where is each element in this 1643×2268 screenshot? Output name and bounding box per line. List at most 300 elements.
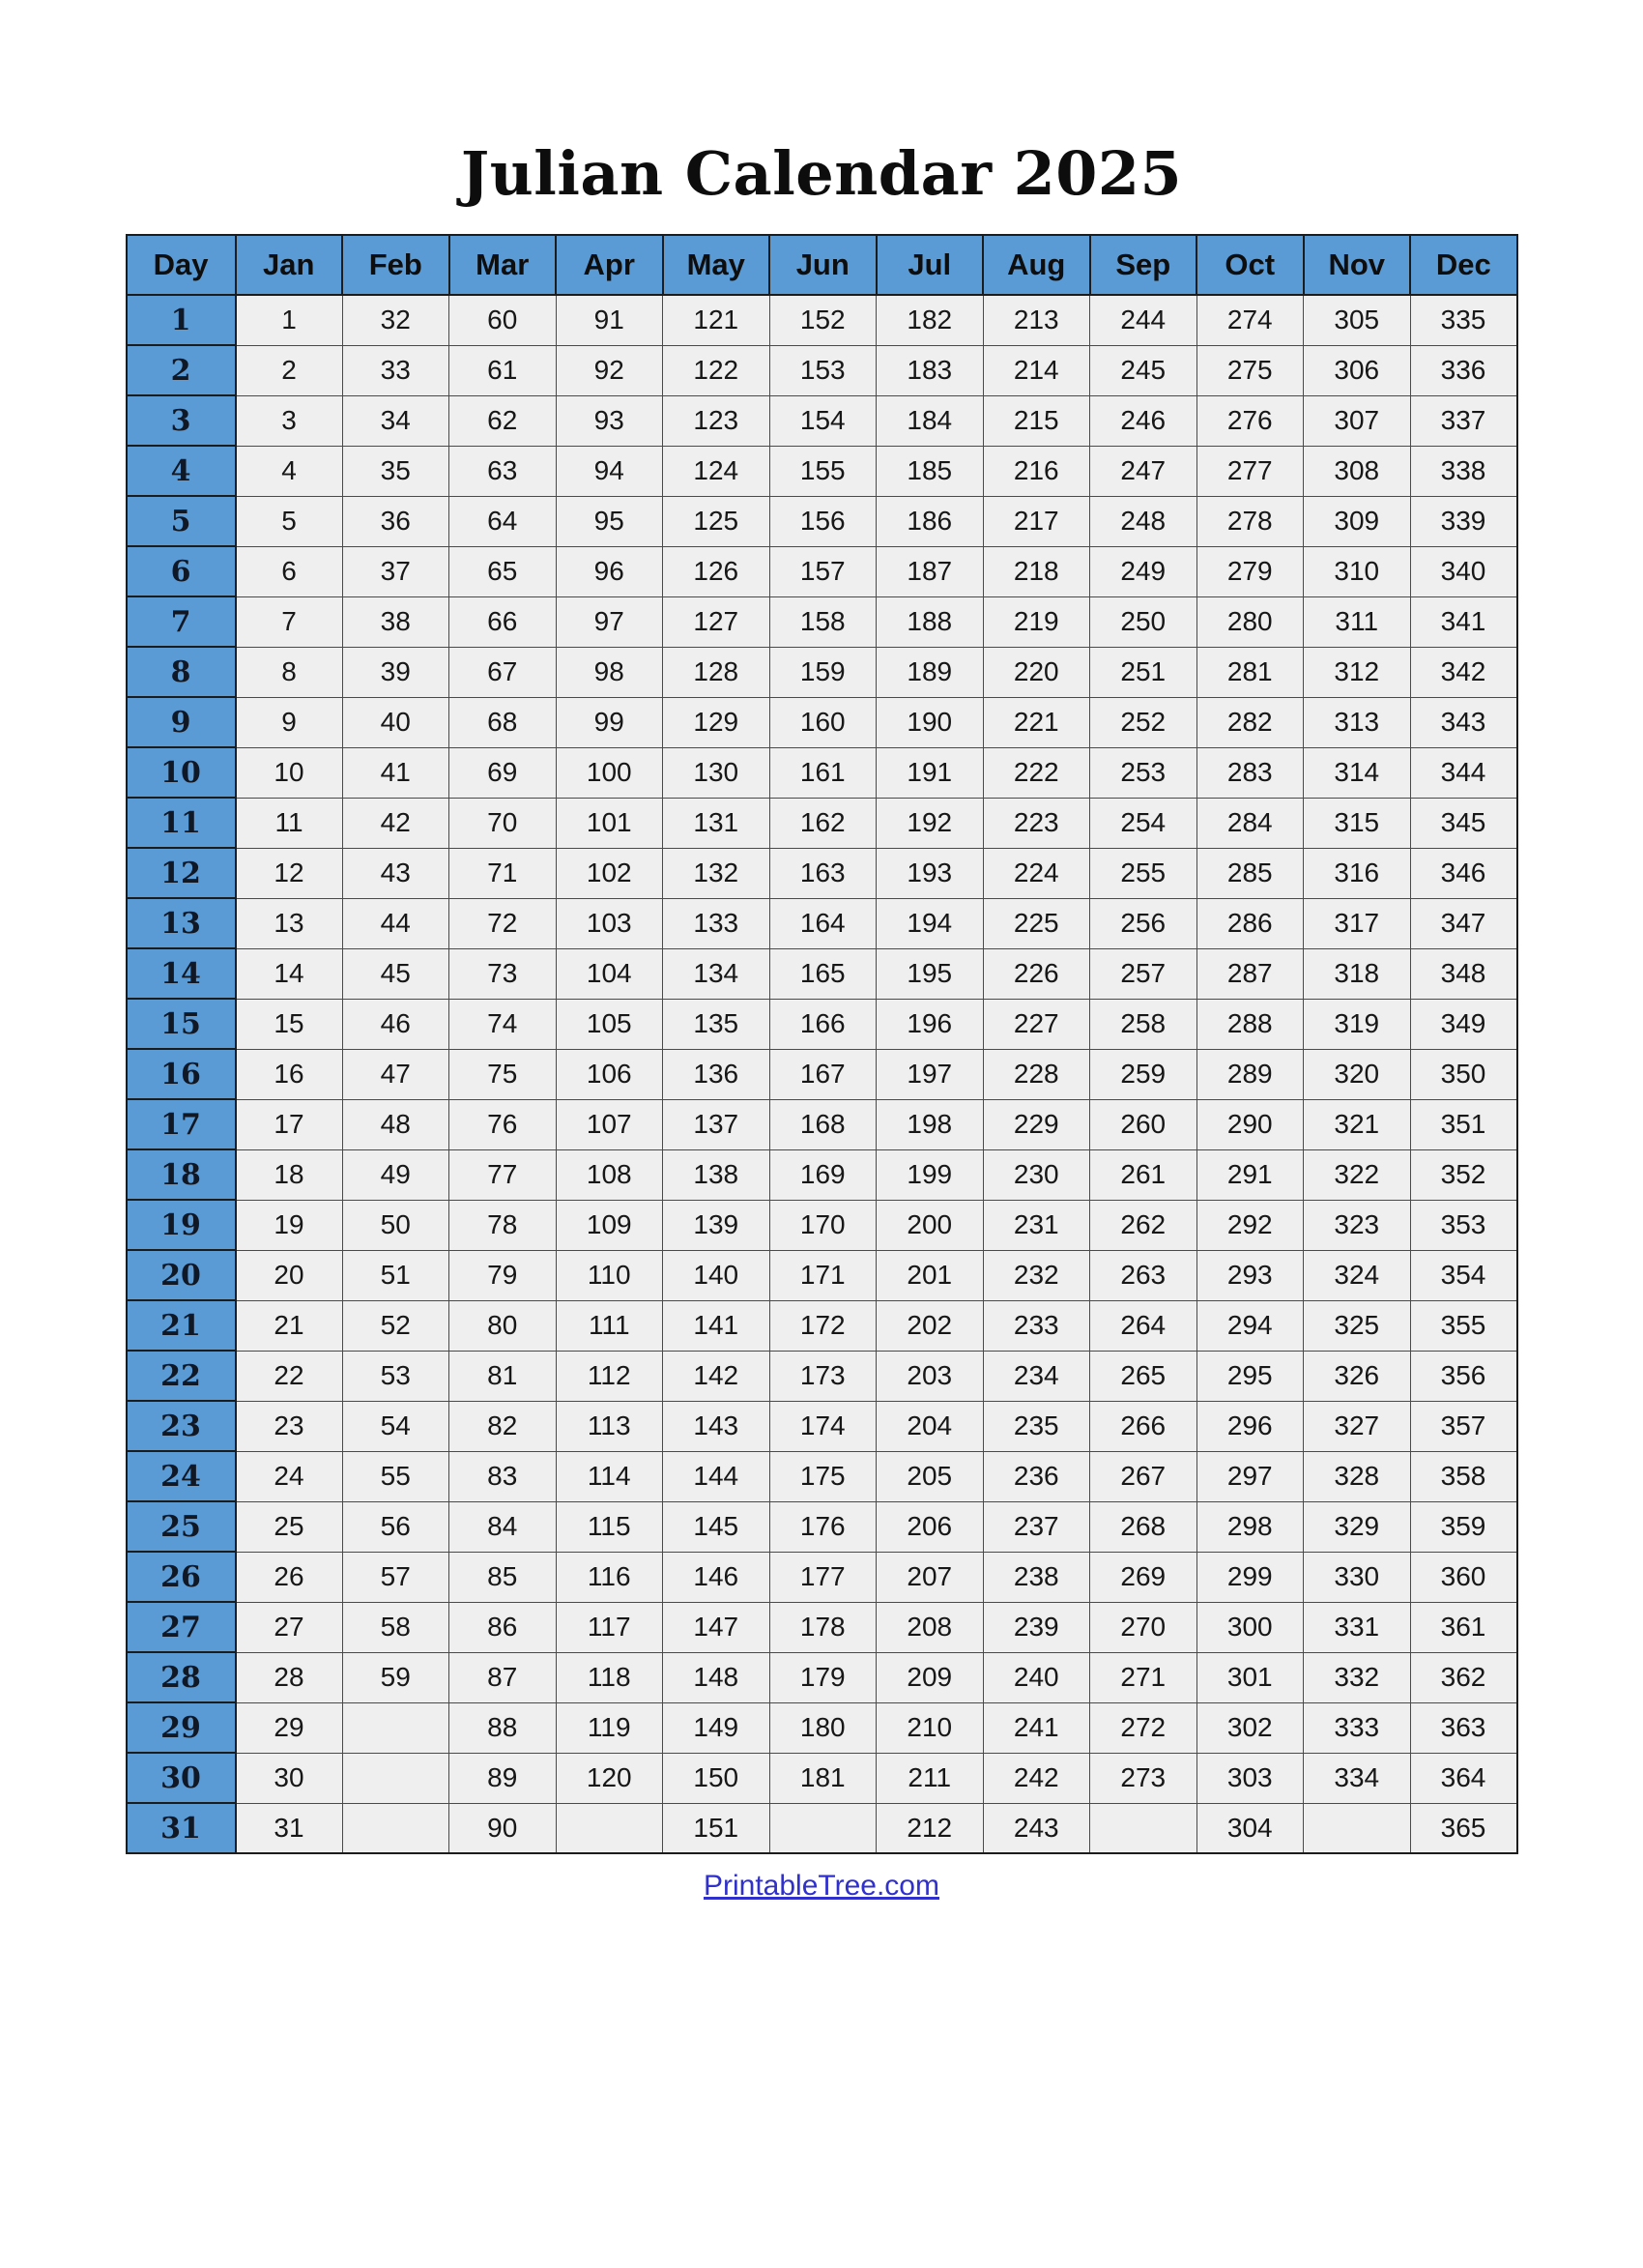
julian-date-cell: 180	[769, 1702, 877, 1753]
julian-date-cell: 135	[663, 999, 770, 1049]
julian-date-cell: 248	[1090, 496, 1197, 546]
table-row	[127, 1702, 1517, 1753]
julian-date-cell	[769, 1803, 877, 1853]
julian-date-cell: 86	[449, 1602, 557, 1652]
julian-date-cell: 21	[236, 1300, 343, 1351]
julian-date-cell: 188	[877, 596, 984, 647]
julian-date-cell: 134	[663, 948, 770, 999]
julian-date-cell: 324	[1304, 1250, 1411, 1300]
julian-date-cell: 29	[236, 1702, 343, 1753]
table-row	[127, 1753, 1517, 1803]
julian-date-cell: 330	[1304, 1552, 1411, 1602]
julian-date-cell: 352	[1410, 1149, 1517, 1200]
julian-date-cell: 227	[983, 999, 1090, 1049]
julian-date-cell: 258	[1090, 999, 1197, 1049]
julian-date-cell: 92	[556, 345, 663, 395]
julian-date-cell: 170	[769, 1200, 877, 1250]
table-row	[127, 446, 1517, 496]
julian-date-cell: 127	[663, 596, 770, 647]
julian-date-cell: 14	[236, 948, 343, 999]
table-row	[127, 948, 1517, 999]
column-header-jun: Jun	[769, 235, 877, 295]
julian-date-cell: 2	[236, 345, 343, 395]
julian-date-cell: 160	[769, 697, 877, 747]
julian-date-cell: 167	[769, 1049, 877, 1099]
julian-date-cell: 347	[1410, 898, 1517, 948]
julian-date-cell: 226	[983, 948, 1090, 999]
julian-date-cell: 24	[236, 1451, 343, 1501]
table-row	[127, 1099, 1517, 1149]
day-cell: 3	[127, 395, 236, 446]
julian-date-cell: 43	[342, 848, 449, 898]
day-cell: 1	[127, 295, 236, 345]
julian-date-cell: 250	[1090, 596, 1197, 647]
julian-date-cell: 154	[769, 395, 877, 446]
day-cell: 2	[127, 345, 236, 395]
julian-date-cell: 283	[1196, 747, 1304, 798]
julian-date-cell	[342, 1803, 449, 1853]
julian-date-cell: 361	[1410, 1602, 1517, 1652]
julian-date-cell: 299	[1196, 1552, 1304, 1602]
day-cell: 7	[127, 596, 236, 647]
julian-date-cell: 20	[236, 1250, 343, 1300]
julian-date-cell: 276	[1196, 395, 1304, 446]
julian-date-cell: 266	[1090, 1401, 1197, 1451]
julian-date-cell: 143	[663, 1401, 770, 1451]
julian-date-cell: 231	[983, 1200, 1090, 1250]
julian-date-cell: 302	[1196, 1702, 1304, 1753]
column-header-oct: Oct	[1196, 235, 1304, 295]
julian-date-cell	[342, 1753, 449, 1803]
footer	[0, 1870, 1643, 1903]
table-row	[127, 596, 1517, 647]
day-cell: 24	[127, 1451, 236, 1501]
julian-date-cell: 87	[449, 1652, 557, 1702]
julian-date-cell: 56	[342, 1501, 449, 1552]
julian-date-cell: 130	[663, 747, 770, 798]
julian-date-cell: 242	[983, 1753, 1090, 1803]
table-row	[127, 1300, 1517, 1351]
julian-date-cell: 264	[1090, 1300, 1197, 1351]
julian-date-cell: 326	[1304, 1351, 1411, 1401]
julian-date-cell: 61	[449, 345, 557, 395]
julian-date-cell: 243	[983, 1803, 1090, 1853]
julian-date-cell: 131	[663, 798, 770, 848]
julian-date-cell: 123	[663, 395, 770, 446]
julian-date-cell: 120	[556, 1753, 663, 1803]
julian-date-cell: 257	[1090, 948, 1197, 999]
julian-date-cell: 203	[877, 1351, 984, 1401]
julian-date-cell: 23	[236, 1401, 343, 1451]
julian-date-cell: 186	[877, 496, 984, 546]
julian-date-cell: 16	[236, 1049, 343, 1099]
julian-date-cell: 298	[1196, 1501, 1304, 1552]
column-header-nov: Nov	[1304, 235, 1411, 295]
julian-date-cell: 278	[1196, 496, 1304, 546]
julian-date-cell: 246	[1090, 395, 1197, 446]
julian-date-cell: 147	[663, 1602, 770, 1652]
julian-date-cell: 39	[342, 647, 449, 697]
julian-date-cell: 218	[983, 546, 1090, 596]
julian-date-cell: 146	[663, 1552, 770, 1602]
julian-date-cell: 204	[877, 1401, 984, 1451]
day-cell: 19	[127, 1200, 236, 1250]
julian-date-cell: 230	[983, 1149, 1090, 1200]
julian-date-cell: 88	[449, 1702, 557, 1753]
julian-date-cell: 122	[663, 345, 770, 395]
julian-date-cell: 102	[556, 848, 663, 898]
julian-date-cell: 109	[556, 1200, 663, 1250]
julian-date-cell: 157	[769, 546, 877, 596]
julian-date-cell: 194	[877, 898, 984, 948]
day-cell: 12	[127, 848, 236, 898]
julian-date-cell: 293	[1196, 1250, 1304, 1300]
day-cell: 25	[127, 1501, 236, 1552]
julian-date-cell: 78	[449, 1200, 557, 1250]
julian-date-cell: 7	[236, 596, 343, 647]
julian-date-cell: 323	[1304, 1200, 1411, 1250]
julian-date-cell: 32	[342, 295, 449, 345]
julian-date-cell: 30	[236, 1753, 343, 1803]
julian-date-cell: 100	[556, 747, 663, 798]
julian-date-cell: 71	[449, 848, 557, 898]
julian-date-cell: 49	[342, 1149, 449, 1200]
julian-date-cell: 254	[1090, 798, 1197, 848]
table-row	[127, 345, 1517, 395]
julian-date-cell: 247	[1090, 446, 1197, 496]
julian-date-cell: 89	[449, 1753, 557, 1803]
column-header-apr: Apr	[556, 235, 663, 295]
day-cell: 14	[127, 948, 236, 999]
julian-date-cell: 59	[342, 1652, 449, 1702]
julian-date-cell: 354	[1410, 1250, 1517, 1300]
julian-date-cell: 171	[769, 1250, 877, 1300]
table-row	[127, 1803, 1517, 1853]
column-header-feb: Feb	[342, 235, 449, 295]
julian-date-cell: 132	[663, 848, 770, 898]
julian-calendar-table	[126, 234, 1518, 1854]
julian-date-cell: 174	[769, 1401, 877, 1451]
julian-date-cell: 351	[1410, 1099, 1517, 1149]
julian-date-cell: 179	[769, 1652, 877, 1702]
julian-date-cell: 327	[1304, 1401, 1411, 1451]
julian-date-cell: 114	[556, 1451, 663, 1501]
julian-date-cell: 262	[1090, 1200, 1197, 1250]
julian-date-cell: 225	[983, 898, 1090, 948]
table-row	[127, 295, 1517, 345]
julian-date-cell: 359	[1410, 1501, 1517, 1552]
julian-date-cell: 211	[877, 1753, 984, 1803]
julian-date-cell: 313	[1304, 697, 1411, 747]
julian-date-cell: 193	[877, 848, 984, 898]
julian-date-cell: 344	[1410, 747, 1517, 798]
julian-date-cell: 296	[1196, 1401, 1304, 1451]
julian-date-cell: 305	[1304, 295, 1411, 345]
julian-date-cell: 9	[236, 697, 343, 747]
julian-date-cell: 195	[877, 948, 984, 999]
julian-date-cell: 306	[1304, 345, 1411, 395]
julian-date-cell: 140	[663, 1250, 770, 1300]
julian-date-cell: 181	[769, 1753, 877, 1803]
julian-date-cell: 19	[236, 1200, 343, 1250]
julian-date-cell: 239	[983, 1602, 1090, 1652]
julian-date-cell: 34	[342, 395, 449, 446]
julian-date-cell: 275	[1196, 345, 1304, 395]
julian-date-cell: 311	[1304, 596, 1411, 647]
julian-date-cell: 312	[1304, 647, 1411, 697]
julian-date-cell: 252	[1090, 697, 1197, 747]
julian-date-cell: 53	[342, 1351, 449, 1401]
day-cell: 27	[127, 1602, 236, 1652]
julian-date-cell: 237	[983, 1501, 1090, 1552]
julian-date-cell: 222	[983, 747, 1090, 798]
julian-date-cell: 175	[769, 1451, 877, 1501]
julian-date-cell: 280	[1196, 596, 1304, 647]
julian-date-cell: 90	[449, 1803, 557, 1853]
julian-date-cell: 357	[1410, 1401, 1517, 1451]
julian-date-cell: 145	[663, 1501, 770, 1552]
julian-date-cell: 101	[556, 798, 663, 848]
julian-date-cell: 337	[1410, 395, 1517, 446]
julian-date-cell: 165	[769, 948, 877, 999]
julian-date-cell: 76	[449, 1099, 557, 1149]
julian-date-cell: 161	[769, 747, 877, 798]
julian-date-cell: 191	[877, 747, 984, 798]
julian-date-cell: 353	[1410, 1200, 1517, 1250]
julian-date-cell: 66	[449, 596, 557, 647]
julian-date-cell: 46	[342, 999, 449, 1049]
julian-date-cell: 94	[556, 446, 663, 496]
day-cell: 10	[127, 747, 236, 798]
julian-date-cell: 279	[1196, 546, 1304, 596]
julian-date-cell: 259	[1090, 1049, 1197, 1099]
julian-date-cell: 201	[877, 1250, 984, 1300]
table-row	[127, 546, 1517, 596]
julian-date-cell: 240	[983, 1652, 1090, 1702]
julian-date-cell: 288	[1196, 999, 1304, 1049]
julian-date-cell: 251	[1090, 647, 1197, 697]
julian-date-cell: 22	[236, 1351, 343, 1401]
julian-date-cell: 269	[1090, 1552, 1197, 1602]
julian-date-cell: 363	[1410, 1702, 1517, 1753]
julian-date-cell: 208	[877, 1602, 984, 1652]
column-header-mar: Mar	[449, 235, 557, 295]
julian-date-cell: 307	[1304, 395, 1411, 446]
julian-date-cell: 77	[449, 1149, 557, 1200]
julian-date-cell: 260	[1090, 1099, 1197, 1149]
julian-date-cell: 142	[663, 1351, 770, 1401]
julian-date-cell: 54	[342, 1401, 449, 1451]
julian-date-cell: 200	[877, 1200, 984, 1250]
julian-date-cell: 273	[1090, 1753, 1197, 1803]
julian-date-cell: 37	[342, 546, 449, 596]
julian-date-cell: 64	[449, 496, 557, 546]
julian-date-cell: 8	[236, 647, 343, 697]
julian-date-cell: 106	[556, 1049, 663, 1099]
julian-date-cell: 79	[449, 1250, 557, 1300]
julian-date-cell: 17	[236, 1099, 343, 1149]
julian-date-cell: 209	[877, 1652, 984, 1702]
julian-date-cell: 13	[236, 898, 343, 948]
julian-date-cell: 286	[1196, 898, 1304, 948]
julian-date-cell: 285	[1196, 848, 1304, 898]
julian-date-cell: 304	[1196, 1803, 1304, 1853]
julian-date-cell: 215	[983, 395, 1090, 446]
julian-date-cell: 328	[1304, 1451, 1411, 1501]
julian-date-cell: 332	[1304, 1652, 1411, 1702]
table-row	[127, 1552, 1517, 1602]
day-cell: 31	[127, 1803, 236, 1853]
table-row	[127, 1149, 1517, 1200]
julian-date-cell: 358	[1410, 1451, 1517, 1501]
julian-date-cell: 28	[236, 1652, 343, 1702]
julian-date-cell: 228	[983, 1049, 1090, 1099]
julian-date-cell: 158	[769, 596, 877, 647]
julian-date-cell: 322	[1304, 1149, 1411, 1200]
julian-date-cell: 310	[1304, 546, 1411, 596]
julian-date-cell: 297	[1196, 1451, 1304, 1501]
julian-date-cell: 214	[983, 345, 1090, 395]
julian-date-cell: 57	[342, 1552, 449, 1602]
julian-date-cell: 65	[449, 546, 557, 596]
julian-date-cell: 219	[983, 596, 1090, 647]
table-row	[127, 697, 1517, 747]
julian-date-cell: 125	[663, 496, 770, 546]
julian-date-cell: 187	[877, 546, 984, 596]
column-header-jan: Jan	[236, 235, 343, 295]
day-cell: 26	[127, 1552, 236, 1602]
julian-date-cell: 274	[1196, 295, 1304, 345]
julian-date-cell: 1	[236, 295, 343, 345]
julian-date-cell: 3	[236, 395, 343, 446]
table-row	[127, 999, 1517, 1049]
julian-date-cell: 321	[1304, 1099, 1411, 1149]
julian-date-cell: 69	[449, 747, 557, 798]
julian-date-cell: 85	[449, 1552, 557, 1602]
julian-date-cell: 177	[769, 1552, 877, 1602]
julian-date-cell: 35	[342, 446, 449, 496]
julian-date-cell: 256	[1090, 898, 1197, 948]
julian-date-cell: 10	[236, 747, 343, 798]
julian-date-cell: 72	[449, 898, 557, 948]
footer-link[interactable]: PrintableTree.com	[704, 1870, 939, 1903]
julian-date-cell: 182	[877, 295, 984, 345]
julian-date-cell: 164	[769, 898, 877, 948]
julian-date-cell: 31	[236, 1803, 343, 1853]
julian-date-cell: 12	[236, 848, 343, 898]
julian-date-cell: 189	[877, 647, 984, 697]
day-cell: 11	[127, 798, 236, 848]
julian-date-cell: 345	[1410, 798, 1517, 848]
julian-date-cell: 340	[1410, 546, 1517, 596]
julian-date-cell: 224	[983, 848, 1090, 898]
julian-date-cell: 68	[449, 697, 557, 747]
julian-date-cell: 176	[769, 1501, 877, 1552]
julian-date-cell: 153	[769, 345, 877, 395]
page-title: Julian Calendar 2025	[460, 138, 1183, 209]
julian-date-cell: 84	[449, 1501, 557, 1552]
julian-date-cell: 36	[342, 496, 449, 546]
column-header-dec: Dec	[1410, 235, 1517, 295]
julian-date-cell: 253	[1090, 747, 1197, 798]
julian-date-cell: 235	[983, 1401, 1090, 1451]
julian-date-cell: 270	[1090, 1602, 1197, 1652]
julian-date-cell: 91	[556, 295, 663, 345]
julian-date-cell: 163	[769, 848, 877, 898]
julian-date-cell: 148	[663, 1652, 770, 1702]
julian-date-cell: 192	[877, 798, 984, 848]
day-cell: 30	[127, 1753, 236, 1803]
julian-date-cell: 144	[663, 1451, 770, 1501]
julian-date-cell: 116	[556, 1552, 663, 1602]
julian-date-cell: 329	[1304, 1501, 1411, 1552]
julian-date-cell: 364	[1410, 1753, 1517, 1803]
julian-date-cell: 75	[449, 1049, 557, 1099]
julian-date-cell: 67	[449, 647, 557, 697]
julian-date-cell: 350	[1410, 1049, 1517, 1099]
julian-date-cell: 290	[1196, 1099, 1304, 1149]
julian-date-cell: 233	[983, 1300, 1090, 1351]
julian-date-cell: 216	[983, 446, 1090, 496]
julian-date-cell: 70	[449, 798, 557, 848]
julian-date-cell: 51	[342, 1250, 449, 1300]
julian-date-cell: 11	[236, 798, 343, 848]
julian-date-cell: 272	[1090, 1702, 1197, 1753]
julian-date-cell: 62	[449, 395, 557, 446]
julian-date-cell: 152	[769, 295, 877, 345]
table-row	[127, 1602, 1517, 1652]
julian-date-cell: 50	[342, 1200, 449, 1250]
table-row	[127, 1451, 1517, 1501]
julian-date-cell: 294	[1196, 1300, 1304, 1351]
julian-date-cell: 365	[1410, 1803, 1517, 1853]
julian-date-cell: 356	[1410, 1351, 1517, 1401]
julian-date-cell: 206	[877, 1501, 984, 1552]
julian-date-cell: 335	[1410, 295, 1517, 345]
julian-date-cell: 199	[877, 1149, 984, 1200]
julian-date-cell: 26	[236, 1552, 343, 1602]
julian-date-cell: 213	[983, 295, 1090, 345]
julian-date-cell: 291	[1196, 1149, 1304, 1200]
julian-date-cell: 245	[1090, 345, 1197, 395]
julian-date-cell: 93	[556, 395, 663, 446]
julian-date-cell: 98	[556, 647, 663, 697]
julian-date-cell: 343	[1410, 697, 1517, 747]
julian-date-cell: 18	[236, 1149, 343, 1200]
julian-date-cell: 5	[236, 496, 343, 546]
table-row	[127, 395, 1517, 446]
julian-date-cell: 96	[556, 546, 663, 596]
julian-date-cell: 223	[983, 798, 1090, 848]
julian-date-cell: 308	[1304, 446, 1411, 496]
julian-date-cell: 173	[769, 1351, 877, 1401]
julian-date-cell: 362	[1410, 1652, 1517, 1702]
julian-date-cell: 82	[449, 1401, 557, 1451]
julian-date-cell: 220	[983, 647, 1090, 697]
julian-date-cell: 52	[342, 1300, 449, 1351]
column-header-jul: Jul	[877, 235, 984, 295]
julian-date-cell: 336	[1410, 345, 1517, 395]
table-row	[127, 1401, 1517, 1451]
julian-date-cell: 241	[983, 1702, 1090, 1753]
julian-date-cell: 232	[983, 1250, 1090, 1300]
julian-date-cell: 111	[556, 1300, 663, 1351]
table-row	[127, 1652, 1517, 1702]
julian-date-cell: 281	[1196, 647, 1304, 697]
julian-date-cell: 255	[1090, 848, 1197, 898]
julian-date-cell: 289	[1196, 1049, 1304, 1099]
table-row	[127, 1200, 1517, 1250]
